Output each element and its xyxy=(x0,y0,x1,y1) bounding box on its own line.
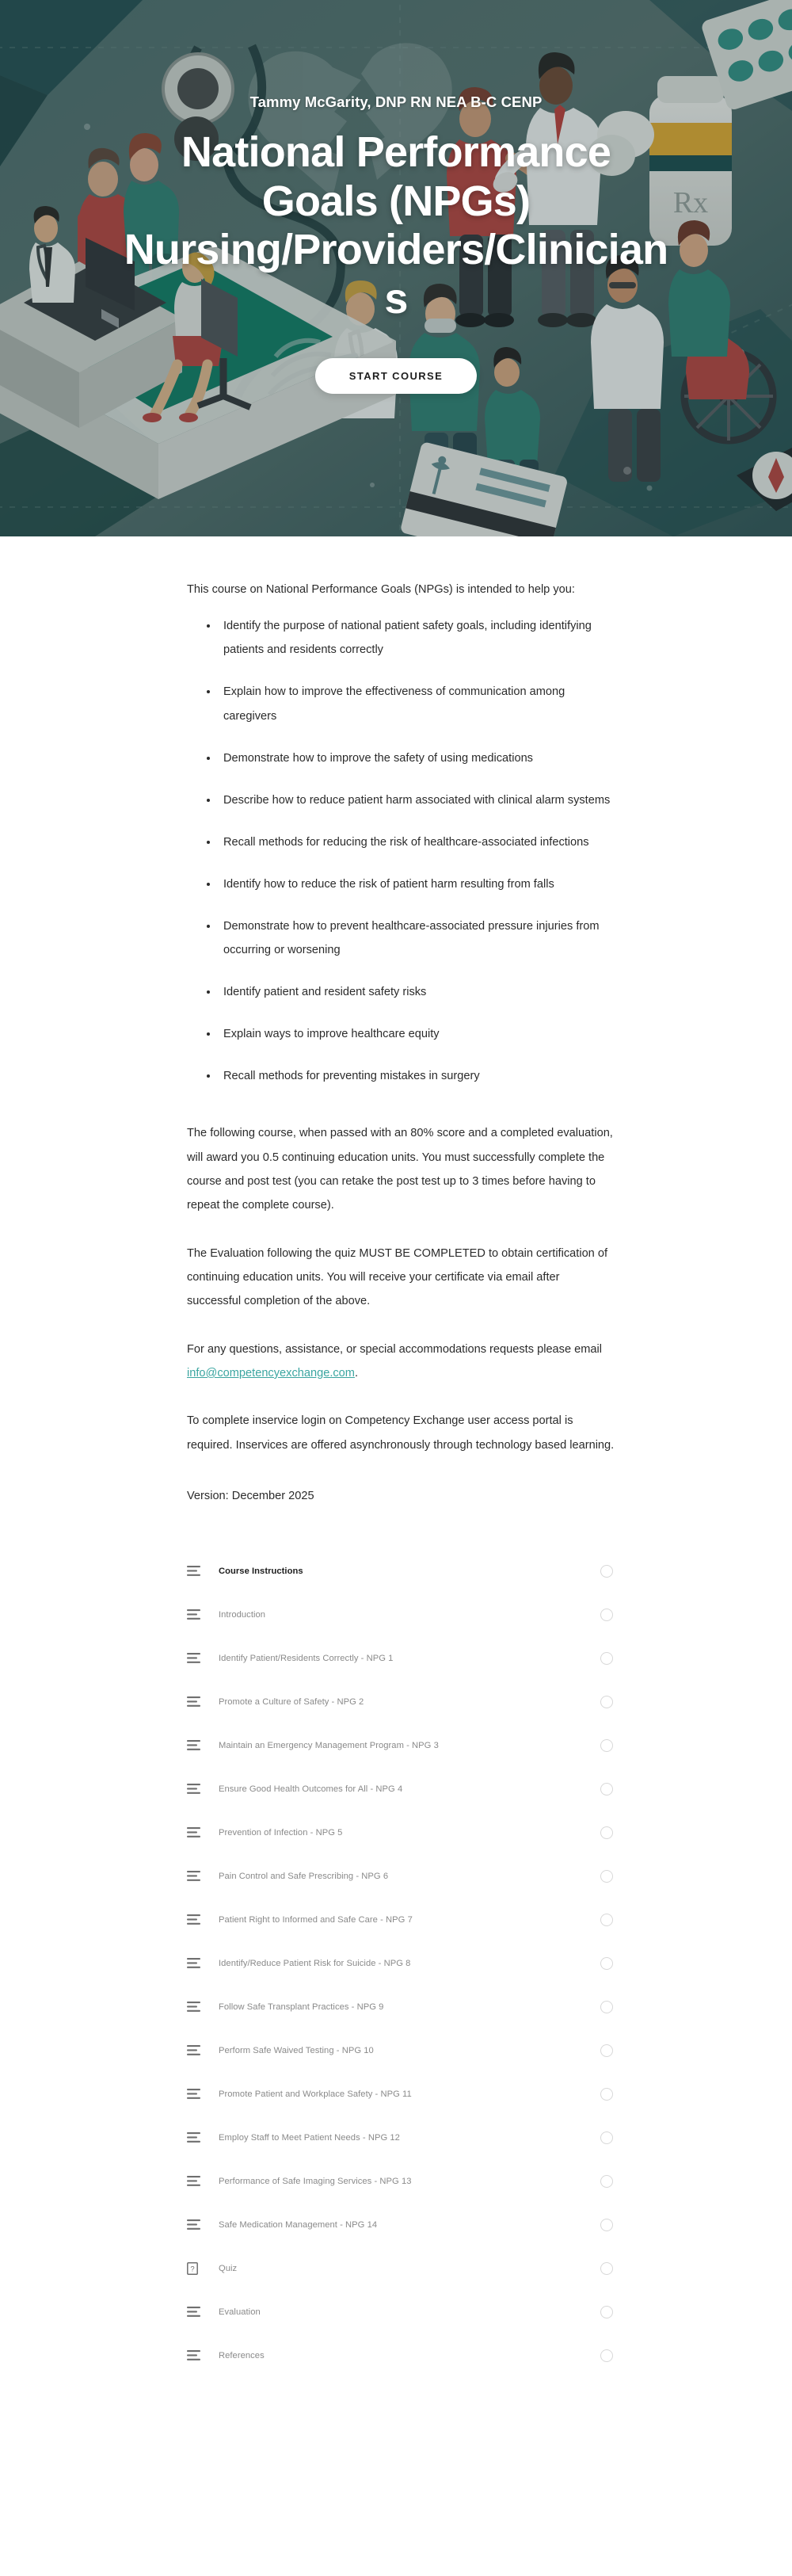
lines-icon xyxy=(187,2002,209,2012)
lesson-status-indicator[interactable] xyxy=(600,2349,613,2362)
lesson-status-indicator[interactable] xyxy=(600,2001,613,2013)
lines-icon xyxy=(187,2132,209,2143)
lesson-row[interactable] xyxy=(187,2116,615,2159)
lesson-label: Quiz xyxy=(219,2263,238,2273)
lesson-row[interactable] xyxy=(187,1549,615,1593)
lesson-label: Identify Patient/Residents Correctly - NPG 1 xyxy=(219,1653,394,1663)
lines-icon xyxy=(187,1958,209,1968)
lesson-label: Patient Right to Informed and Safe Care - NPG 7 xyxy=(219,1914,413,1925)
lines-icon xyxy=(187,1566,209,1576)
lesson-label: Safe Medication Management - NPG 14 xyxy=(219,2219,378,2230)
lesson-label: Pain Control and Safe Prescribing - NPG 6 xyxy=(219,1871,389,1881)
lesson-label: Prevention of Infection - NPG 5 xyxy=(219,1827,343,1838)
curriculum-section xyxy=(0,1516,792,2425)
evaluation-paragraph: The Evaluation following the quiz MUST BE COMPLETED to obtain certification of continuing education units. You will receive your certificate via email after successful completion of the above. xyxy=(187,1246,608,1308)
lesson-label: Maintain an Emergency Management Program - NPG 3 xyxy=(219,1740,439,1750)
version-label: Version: December 2025 xyxy=(187,1489,314,1502)
list-item: • Describe how to reduce patient harm associated with clinical alarm systems xyxy=(219,788,615,812)
lines-icon xyxy=(187,2176,209,2186)
lesson-row[interactable] xyxy=(187,1636,615,1680)
hero-cta-wrap xyxy=(315,358,477,394)
contact-paragraph xyxy=(187,1338,615,1386)
lines-icon xyxy=(187,2219,209,2230)
lesson-row[interactable] xyxy=(187,2334,615,2377)
lesson-status-indicator[interactable] xyxy=(600,2131,613,2144)
lesson-row[interactable] xyxy=(187,1767,615,1811)
intro-lead: This course on National Performance Goals (NPGs) is intended to help you: xyxy=(187,583,575,596)
lesson-status-indicator[interactable] xyxy=(600,2219,613,2231)
hero-content xyxy=(0,0,792,536)
start-course-button[interactable]: START COURSE xyxy=(315,358,477,394)
lines-icon xyxy=(187,1914,209,1925)
lesson-row[interactable] xyxy=(187,1680,615,1723)
lesson-label: Follow Safe Transplant Practices - NPG 9 xyxy=(219,2002,384,2012)
lesson-label: Introduction xyxy=(219,1609,266,1620)
credits-paragraph: The following course, when passed with an 80% score and a completed evaluation, will award you 0.5 continuing education units. You must successfully complete the course and post test (you can retake the post test up to 3 times before having to repeat the complete course). xyxy=(187,1127,613,1212)
lines-icon xyxy=(187,1827,209,1838)
contact-prefix: For any questions, assistance, or special accommodations requests please email xyxy=(187,1342,603,1356)
lesson-row[interactable] xyxy=(187,2028,615,2072)
hero-banner xyxy=(0,0,792,536)
lesson-label: Promote a Culture of Safety - NPG 2 xyxy=(219,1696,364,1707)
inservice-paragraph: To complete inservice login on Competency Exchange user access portal is required. Inservices are offered asynchronously through technology based learning. xyxy=(187,1414,615,1452)
list-item: • Identify the purpose of national patient safety goals, including identifying patients and residents correctly xyxy=(219,614,615,662)
lesson-status-indicator[interactable] xyxy=(600,1565,613,1578)
lesson-status-indicator[interactable] xyxy=(600,1826,613,1839)
lesson-label: Evaluation xyxy=(219,2307,261,2317)
lesson-row[interactable] xyxy=(187,2203,615,2246)
lesson-row[interactable] xyxy=(187,1593,615,1636)
list-item: • Explain how to improve the effectiveness of communication among caregivers xyxy=(219,680,615,727)
lines-icon xyxy=(187,2350,209,2360)
lesson-status-indicator[interactable] xyxy=(600,1957,613,1970)
list-item: • Recall methods for reducing the risk of healthcare-associated infections xyxy=(219,830,615,854)
lesson-row[interactable] xyxy=(187,1898,615,1941)
lesson-status-indicator[interactable] xyxy=(600,1652,613,1665)
lines-icon xyxy=(187,1784,209,1794)
lesson-status-indicator[interactable] xyxy=(600,1739,613,1752)
lines-icon xyxy=(187,2307,209,2317)
list-item: • Demonstrate how to improve the safety of using medications xyxy=(219,746,615,770)
course-description-inner xyxy=(187,578,615,1516)
lines-icon xyxy=(187,1696,209,1707)
lesson-label: Performance of Safe Imaging Services - NPG 13 xyxy=(219,2176,412,2186)
lesson-status-indicator[interactable] xyxy=(600,2044,613,2057)
lesson-status-indicator[interactable] xyxy=(600,2306,613,2318)
list-item: • Identify patient and resident safety risks xyxy=(219,980,615,1004)
lesson-status-indicator[interactable] xyxy=(600,2262,613,2275)
list-item: • Identify how to reduce the risk of patient harm resulting from falls xyxy=(219,872,615,896)
list-item: • Recall methods for preventing mistakes in surgery xyxy=(219,1064,615,1088)
lesson-row[interactable] xyxy=(187,2072,615,2116)
contact-suffix: . xyxy=(354,1366,359,1380)
lesson-status-indicator[interactable] xyxy=(600,2088,613,2101)
lesson-row[interactable] xyxy=(187,2246,615,2290)
lesson-row[interactable] xyxy=(187,1811,615,1854)
course-description-section xyxy=(0,536,792,1516)
lesson-row[interactable] xyxy=(187,2159,615,2203)
list-item: • Explain ways to improve healthcare equity xyxy=(219,1022,615,1046)
quiz-question-icon xyxy=(187,2262,209,2275)
lesson-label: References xyxy=(219,2350,265,2360)
learning-objectives-list xyxy=(187,614,615,1088)
lines-icon xyxy=(187,1609,209,1620)
lesson-label: Employ Staff to Meet Patient Needs - NPG 12 xyxy=(219,2132,400,2143)
lesson-row[interactable] xyxy=(187,1723,615,1767)
lesson-label: Promote Patient and Workplace Safety - NPG 11 xyxy=(219,2089,412,2099)
hero-author: Tammy McGarity, DNP RN NEA B-C CENP xyxy=(249,93,543,110)
lesson-row[interactable] xyxy=(187,2290,615,2334)
lesson-status-indicator[interactable] xyxy=(600,1914,613,1926)
page-title: National Performance Goals (NPGs) Nursing/Providers/Clinicians xyxy=(124,128,668,322)
lesson-status-indicator[interactable] xyxy=(600,1696,613,1708)
lesson-row[interactable] xyxy=(187,1854,615,1898)
lesson-status-indicator[interactable] xyxy=(600,2175,613,2188)
svg-text:?: ? xyxy=(190,2265,195,2274)
lines-icon xyxy=(187,1740,209,1750)
lesson-label: Course Instructions xyxy=(219,1566,303,1576)
support-email-link[interactable]: info@competencyexchange.com xyxy=(187,1366,355,1380)
list-item: • Demonstrate how to prevent healthcare-associated pressure injuries from occurring or worsening xyxy=(219,914,615,962)
svg-text:Rx: Rx xyxy=(672,186,709,219)
lesson-row[interactable] xyxy=(187,1985,615,2028)
lesson-label: Perform Safe Waived Testing - NPG 10 xyxy=(219,2045,374,2055)
lines-icon xyxy=(187,2045,209,2055)
lines-icon xyxy=(187,1653,209,1663)
lines-icon xyxy=(187,2089,209,2099)
lesson-row[interactable] xyxy=(187,1941,615,1985)
lesson-status-indicator[interactable] xyxy=(600,1609,613,1621)
lesson-label: Ensure Good Health Outcomes for All - NPG 4 xyxy=(219,1784,403,1794)
lines-icon xyxy=(187,1871,209,1881)
lesson-list xyxy=(187,1549,615,2377)
lesson-label: Identify/Reduce Patient Risk for Suicide - NPG 8 xyxy=(219,1958,411,1968)
lesson-status-indicator[interactable] xyxy=(600,1783,613,1796)
lesson-status-indicator[interactable] xyxy=(600,1870,613,1883)
